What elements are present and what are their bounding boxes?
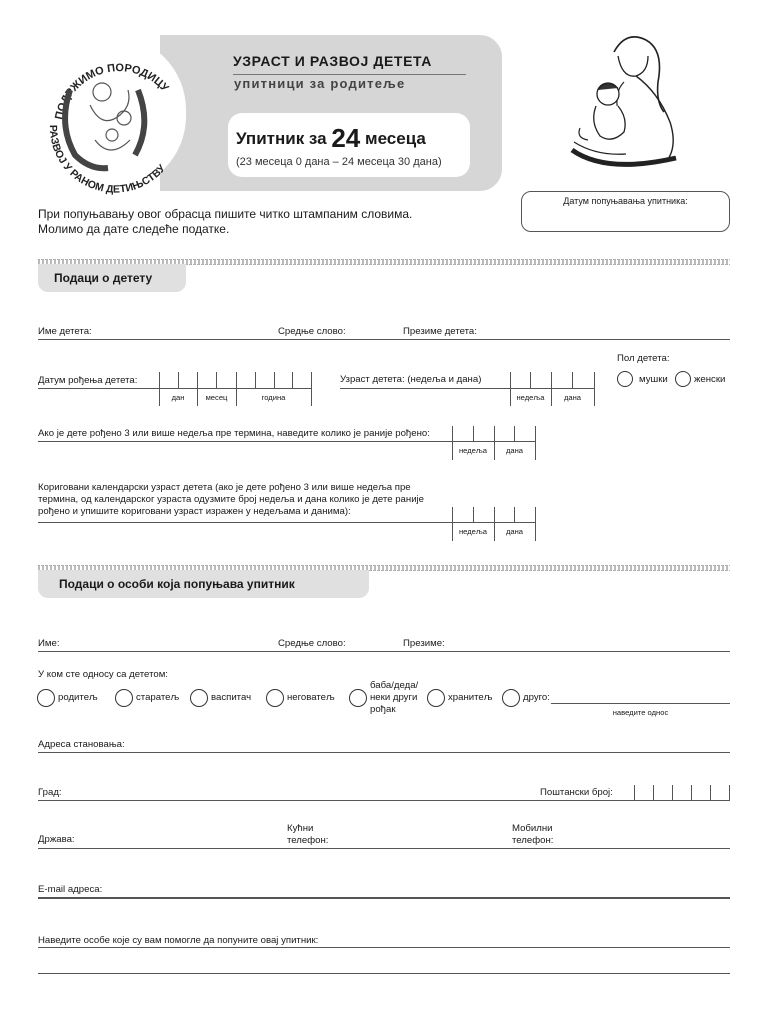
dob-tick xyxy=(311,372,312,406)
email-field[interactable] xyxy=(38,897,730,899)
corrected-weeks-caption: недеља xyxy=(458,527,487,536)
date-filled-label: Датум попуњавања упитника: xyxy=(563,196,688,206)
relation-relative-radio[interactable] xyxy=(349,689,367,707)
postal-tick xyxy=(691,785,692,800)
mobile-phone-label-1: Мобилни xyxy=(512,823,553,834)
sex-female-label: женски xyxy=(694,374,726,385)
intro-line-2: Молимо да дате следеће податке. xyxy=(38,222,230,236)
person-surname-label: Презиме: xyxy=(403,638,445,649)
relation-parent-radio[interactable] xyxy=(37,689,55,707)
questionnaire-heading xyxy=(236,124,426,154)
child-name-field[interactable] xyxy=(38,339,730,340)
child-sex-label: Пол детета: xyxy=(617,353,670,364)
dob-field[interactable] xyxy=(38,388,311,389)
email-label: E-mail адреса: xyxy=(38,884,103,895)
age-field[interactable] xyxy=(340,388,594,389)
logo-arc-bottom: РАЗВОЈ У РАНОМ ДЕТИЊСТВУ xyxy=(46,124,168,195)
logo-arc-top: ПОДРЖИМО ПОРОДИЦУ xyxy=(53,62,171,121)
postal-tick xyxy=(710,785,711,800)
helpers-field-2[interactable] xyxy=(38,973,730,974)
postal-label: Поштански број: xyxy=(540,787,613,798)
corrected-line-2: термина, од календарског узраста одузмите број недеља и дана колико је дете раније xyxy=(38,494,425,505)
relation-teacher-radio[interactable] xyxy=(190,689,208,707)
questionnaire-months: 24 xyxy=(331,123,361,153)
age-label: Узраст детета: (недеља и дана) xyxy=(340,374,482,385)
address-label: Адреса становања: xyxy=(38,739,125,750)
header-title: УЗРАСТ И РАЗВОЈ ДЕТЕТА xyxy=(233,53,433,69)
person-name-field[interactable] xyxy=(38,651,730,652)
age-tick xyxy=(572,372,573,388)
child-section-tab: Подаци о детету xyxy=(38,264,186,292)
questionnaire-prefix: Упитник за xyxy=(236,129,327,148)
helpers-field-1[interactable] xyxy=(38,947,730,948)
relation-teacher-label: васпитач xyxy=(211,692,252,703)
country-phone-field[interactable] xyxy=(38,848,730,849)
postal-tick xyxy=(634,785,635,800)
sex-male-radio[interactable] xyxy=(617,371,633,387)
child-middle-label: Средње слово: xyxy=(278,326,346,337)
dob-tick xyxy=(159,372,160,388)
helpers-label: Наведите особе које су вам помогле да попуните овај упитник: xyxy=(38,935,319,946)
postal-tick xyxy=(672,785,673,800)
dob-tick xyxy=(292,372,293,388)
relation-guardian-label: старатељ xyxy=(136,692,180,703)
child-name-label: Име детета: xyxy=(38,326,92,337)
city-label: Град: xyxy=(38,787,62,798)
mobile-phone-label-2: телефон: xyxy=(512,835,554,846)
questionnaire-suffix: месеца xyxy=(365,129,426,148)
age-range: (23 месеца 0 дана – 24 месеца 30 дана) xyxy=(236,156,442,168)
postal-tick xyxy=(653,785,654,800)
relation-other-label: друго: xyxy=(523,692,550,703)
header-subtitle: упитници за родитеље xyxy=(234,76,406,91)
age-weeks-caption: недеља xyxy=(516,393,545,402)
postal-tick xyxy=(729,785,730,800)
sex-male-label: мушки xyxy=(639,374,668,385)
dob-month-caption: месец xyxy=(205,393,228,402)
person-section-tab: Подаци о особи која попуњава упитник xyxy=(38,570,369,598)
relation-other-field[interactable] xyxy=(551,703,730,704)
city-field[interactable] xyxy=(38,800,730,801)
relation-relative-line-3: рођак xyxy=(370,704,396,715)
home-phone-label-1: Кућни xyxy=(287,823,314,834)
premature-days-caption: дана xyxy=(505,446,524,455)
header-divider xyxy=(233,74,466,75)
premature-tick xyxy=(514,426,515,442)
relation-parent-label: родитељ xyxy=(58,692,98,703)
premature-tick xyxy=(473,426,474,442)
dob-tick xyxy=(216,372,217,388)
relation-caregiver-radio[interactable] xyxy=(266,689,284,707)
dob-tick xyxy=(178,372,179,388)
dob-tick xyxy=(255,372,256,388)
relation-caregiver-label: неговатељ xyxy=(287,692,335,703)
dob-label: Датум рођења детета: xyxy=(38,375,138,386)
person-middle-label: Средње слово: xyxy=(278,638,346,649)
relation-specify-caption: наведите однос xyxy=(612,708,669,717)
corrected-line-3: рођено и упишите кориговани узраст изражен у недељама и данима): xyxy=(38,506,351,517)
relation-guardian-radio[interactable] xyxy=(115,689,133,707)
sex-female-radio[interactable] xyxy=(675,371,691,387)
corrected-tick xyxy=(473,507,474,523)
age-tick xyxy=(594,372,595,406)
dob-tick xyxy=(274,372,275,388)
child-surname-label: Презиме детета: xyxy=(403,326,477,337)
relation-other-radio[interactable] xyxy=(502,689,520,707)
age-tick xyxy=(530,372,531,388)
relation-relative-line-2: неки други xyxy=(370,692,418,703)
premature-field[interactable] xyxy=(38,441,535,442)
dob-day-caption: дан xyxy=(171,393,185,402)
country-label: Држава: xyxy=(38,834,75,845)
person-name-label: Име: xyxy=(38,638,60,649)
intro-line-1: При попуњавању овог обрасца пишите читко штампаним словима. xyxy=(38,207,413,221)
mother-child-illustration-icon xyxy=(566,32,686,174)
corrected-tick xyxy=(514,507,515,523)
relation-label: У ком сте односу са дететом: xyxy=(38,669,168,680)
home-phone-label-2: телефон: xyxy=(287,835,329,846)
premature-label: Ако је дете рођено 3 или више недеља пре термина, наведите колико је раније рођено: xyxy=(38,428,430,439)
dob-year-caption: година xyxy=(261,393,286,402)
premature-weeks-caption: недеља xyxy=(458,446,487,455)
logo-mother-child-icon xyxy=(40,30,190,195)
corrected-field[interactable] xyxy=(38,522,535,523)
age-days-caption: дана xyxy=(563,393,582,402)
corrected-line-1: Кориговани календарски узраст детета (ако је дете рођено 3 или више недеља пре xyxy=(38,482,411,493)
corrected-days-caption: дана xyxy=(505,527,524,536)
relation-foster-label: хранитељ xyxy=(448,692,493,703)
corrected-tick xyxy=(535,507,536,541)
relation-relative-line-1: баба/деда/ xyxy=(370,680,419,691)
premature-tick xyxy=(535,426,536,460)
address-field[interactable] xyxy=(38,752,730,753)
relation-foster-radio[interactable] xyxy=(427,689,445,707)
